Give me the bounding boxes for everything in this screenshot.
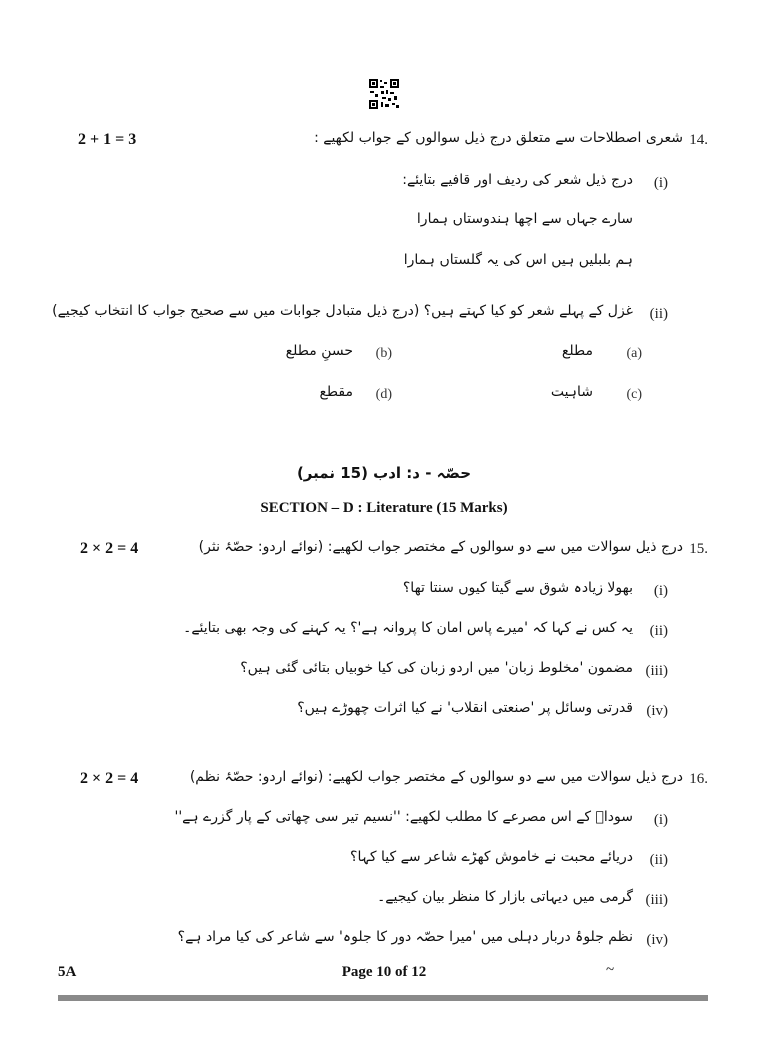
q15-i-label: (i) — [653, 583, 668, 599]
q16-ii-label: (ii) — [649, 852, 668, 868]
q14-i-label: (i) — [653, 175, 668, 191]
q14-number: 14. — [689, 132, 708, 148]
q15-iv-text: قدرتی وسائل پر 'صنعتی انقلاب' نے کیا اثرات چھوڑے ہیں؟ — [297, 700, 633, 716]
q14-option-d-text: مقطع — [319, 384, 353, 400]
q14-prompt: شعری اصطلاحات سے متعلق درج ذیل سوالوں کے جواب لکھیے : — [314, 130, 683, 146]
q14-option-a-text: مطلع — [561, 343, 593, 359]
q15-prompt: درج ذیل سوالات میں سے دو سوالوں کے مختصر جواب لکھیے: (نوائے اردو: حصّۂ نثر) — [198, 539, 683, 555]
q14-verse-1: سارے جہاں سے اچھا ہندوستاں ہمارا — [416, 211, 633, 227]
footer-rule — [58, 995, 708, 1001]
q15-iii-label: (iii) — [645, 663, 668, 679]
q15-iii-text: مضمون 'مخلوط زبان' میں اردو زبان کی کیا خوبیاں بتائی گئی ہیں؟ — [240, 660, 633, 676]
footer-mark: ~ — [606, 962, 615, 978]
q15-ii-text: یہ کس نے کہا کہ 'میرے پاس امان کا پروانہ ہے'؟ یہ کہنے کی وجہ بھی بتایئے۔ — [183, 620, 633, 636]
paper-code: 5A — [58, 964, 77, 980]
section-d-english-title: SECTION – D : Literature (15 Marks) — [260, 500, 508, 516]
q14-verse-2: ہم بلبلیں ہیں اس کی یہ گلستاں ہمارا — [403, 252, 633, 268]
q15-marks: 2 × 2 = 4 — [80, 540, 139, 557]
q16-marks: 2 × 2 = 4 — [80, 770, 139, 787]
q16-iii-text: گرمی میں دیہاتی بازار کا منظر بیان کیجیے۔ — [377, 889, 633, 905]
q14-option-c-label: (c) — [626, 387, 642, 402]
q16-i-text: سوداؔ کے اس مصرعے کا مطلب لکھیے: ''نسیم تیر سی چھاتی کے پار گزرے ہے'' — [174, 809, 633, 825]
q14-i-text: درج ذیل شعر کی ردیف اور قافیے بتایئے: — [402, 172, 633, 188]
q15-number: 15. — [689, 541, 708, 557]
q15-i-text: بھولا زیادہ شوق سے گیتا کیوں سنتا تھا؟ — [402, 580, 633, 596]
q14-option-a-label: (a) — [626, 346, 642, 361]
q16-prompt: درج ذیل سوالات میں سے دو سوالوں کے مختصر جواب لکھیے: (نوائے اردو: حصّۂ نظم) — [189, 769, 683, 785]
q16-iii-label: (iii) — [645, 892, 668, 908]
q14-option-c-text: شاہیت — [550, 384, 593, 400]
q15-iv-label: (iv) — [646, 703, 668, 719]
q16-iv-text: نظم جلوۂ دربار دہلی میں 'میرا حصّہ دور کا جلوہ' سے شاعر کی کیا مراد ہے؟ — [177, 929, 633, 945]
section-d-urdu-title: حصّہ - د: ادب (15 نمبر) — [296, 464, 472, 482]
q14-option-b-label: (b) — [375, 346, 392, 361]
q14-marks: 2 + 1 = 3 — [78, 131, 137, 148]
q15-ii-label: (ii) — [649, 623, 668, 639]
q14-option-b-text: حسنِ مطلع — [285, 343, 353, 359]
q14-option-d-label: (d) — [375, 387, 392, 402]
q16-iv-label: (iv) — [646, 932, 668, 948]
q16-number: 16. — [689, 771, 708, 787]
page-number: Page 10 of 12 — [341, 964, 427, 980]
q14-ii-text: غزل کے پہلے شعر کو کیا کہتے ہیں؟ (درج ذیل متبادل جوابات میں سے صحیح جواب کا انتخاب کیجیے) — [52, 303, 633, 319]
qr-code-icon — [368, 78, 400, 110]
q16-i-label: (i) — [653, 812, 668, 828]
q14-ii-label: (ii) — [649, 306, 668, 322]
q16-ii-text: دریائے محبت نے خاموش کھڑے شاعر سے کیا کہا؟ — [350, 849, 633, 865]
